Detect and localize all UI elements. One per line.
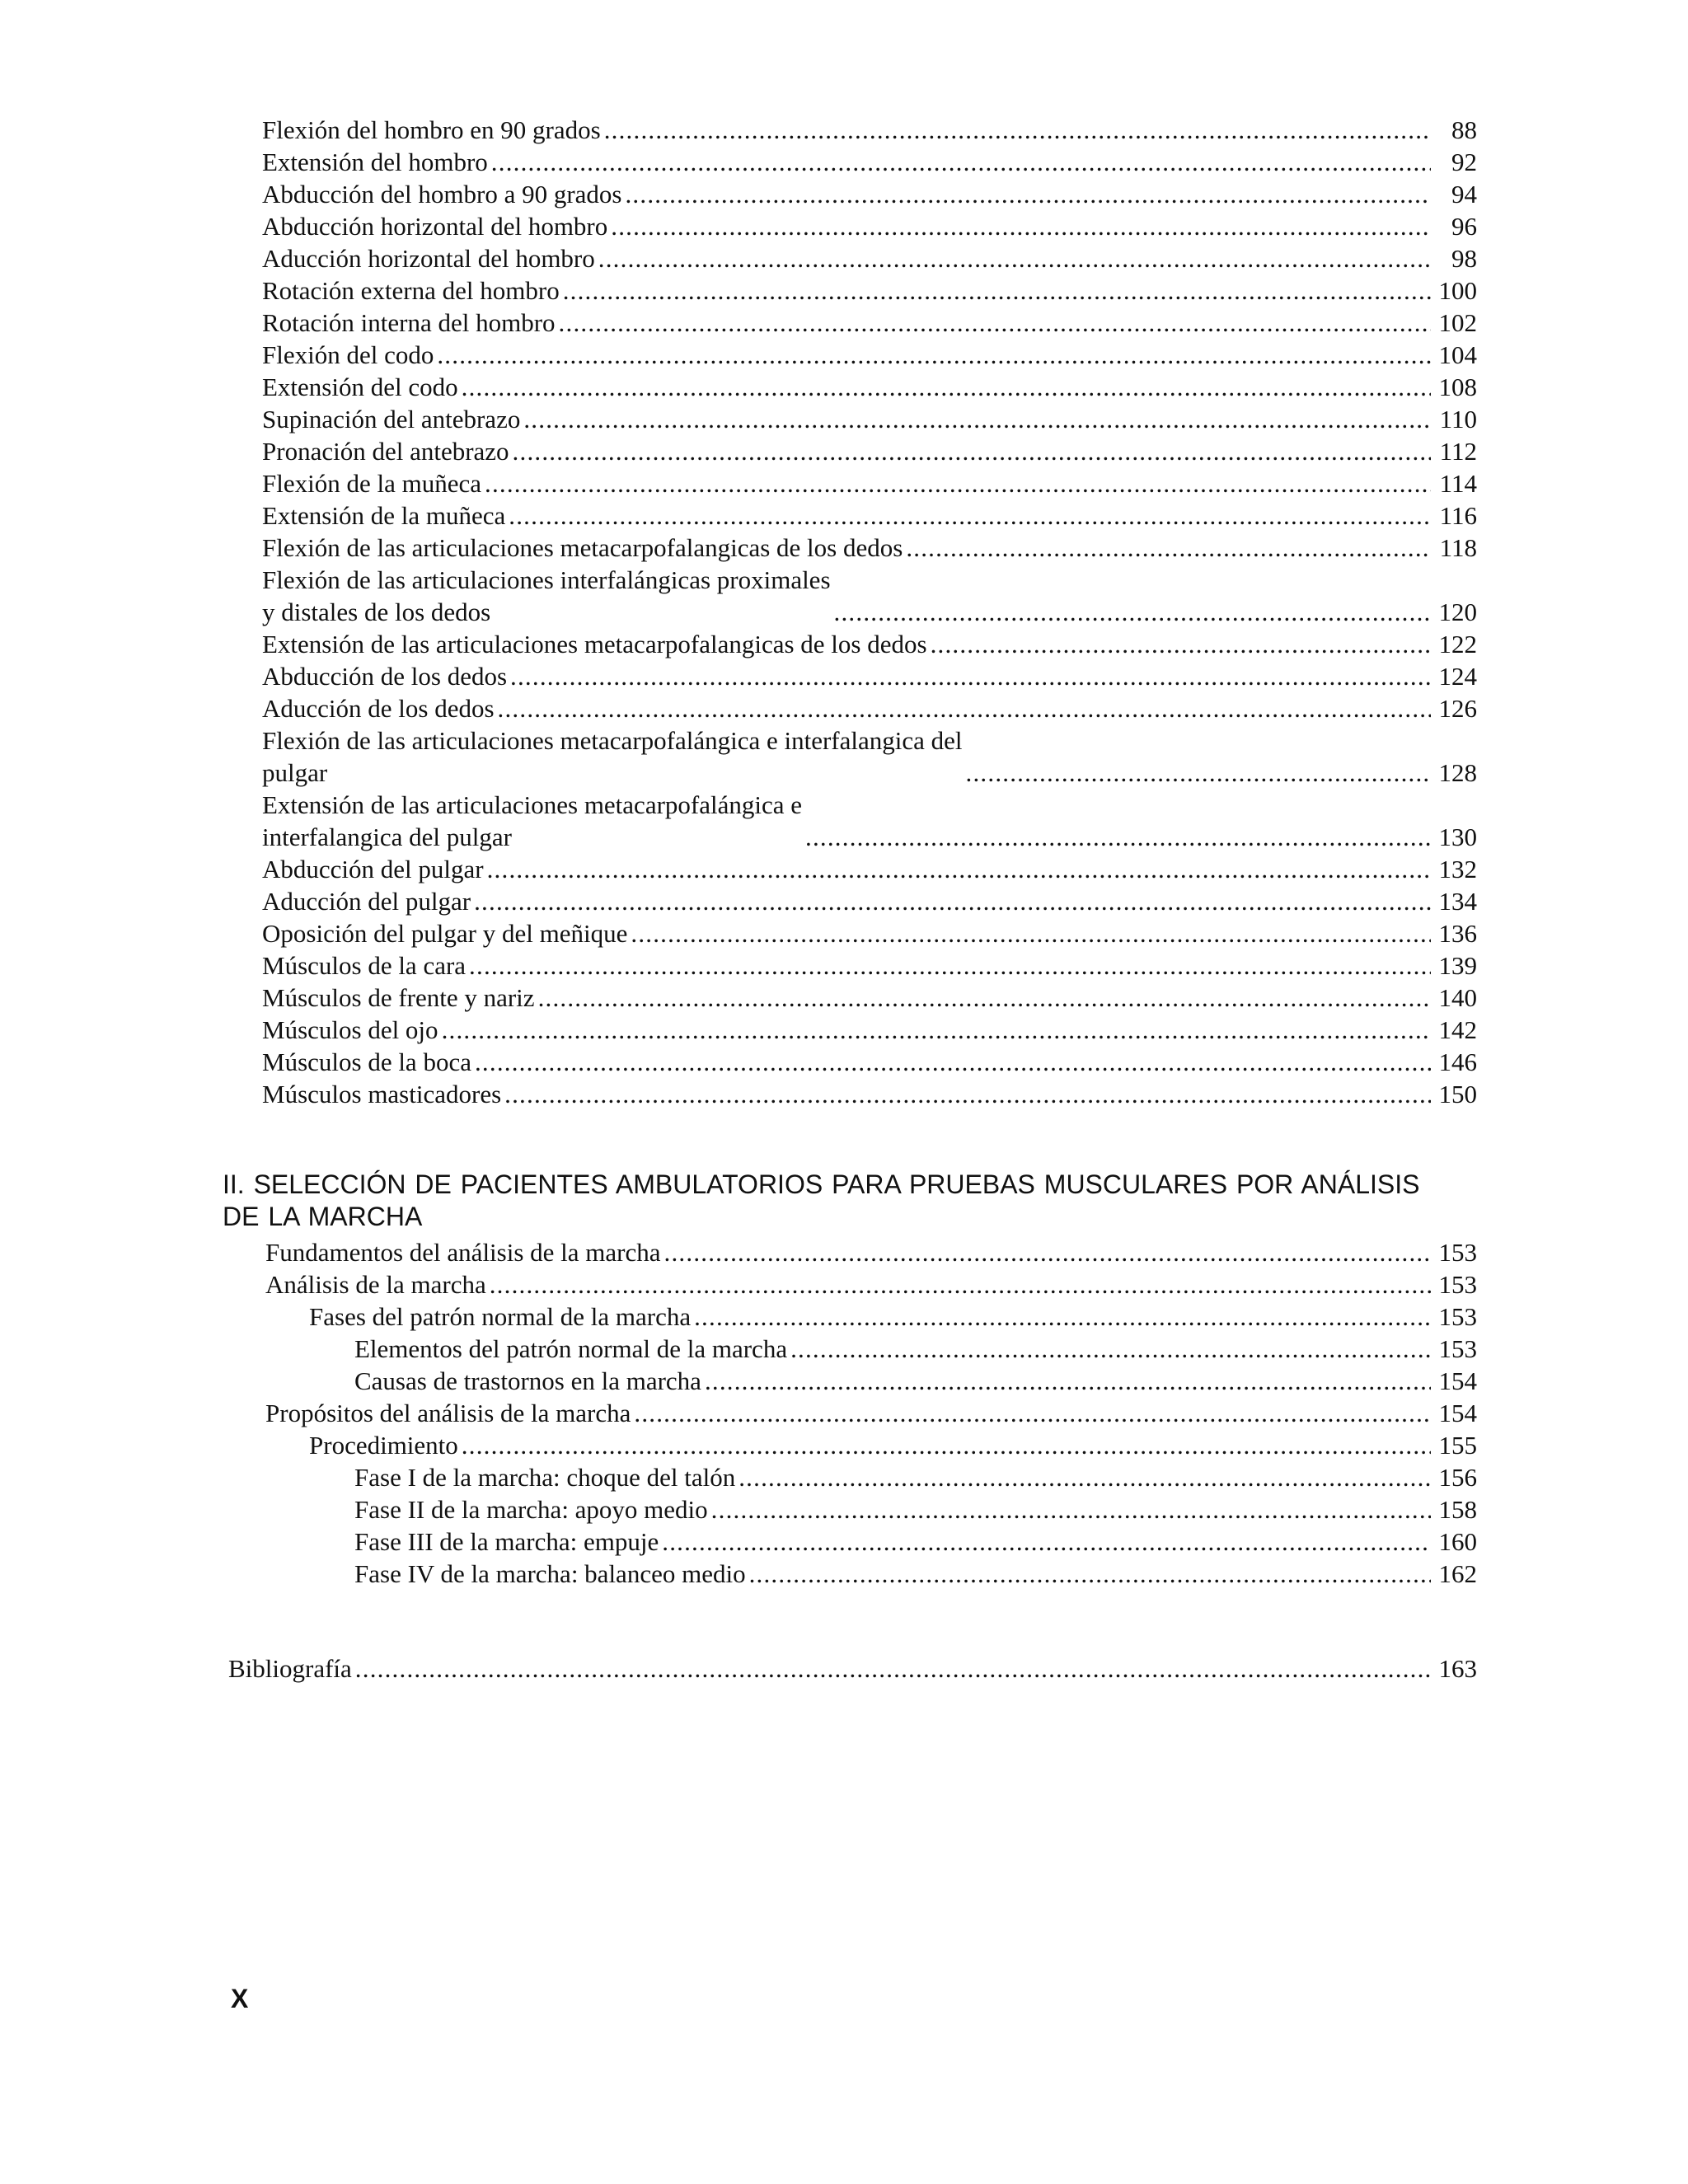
toc-entry-title: Flexión del codo: [262, 340, 434, 369]
dot-leader: [535, 982, 1431, 1014]
toc-entry[interactable]: [0, 532, 1688, 564]
dot-leader: [691, 1301, 1431, 1333]
toc-entry-title: Flexión de las articulaciones metacarpofalangicas de los dedos: [262, 533, 903, 562]
toc-entry-title: Análisis de la marcha: [265, 1270, 486, 1299]
toc-entry-title: Extensión del codo: [262, 373, 458, 401]
dot-leader: [458, 371, 1431, 403]
toc-entry[interactable]: [0, 660, 1688, 692]
toc-entry-title: Músculos del ojo: [262, 1015, 438, 1044]
toc-page-number: 163: [1431, 1652, 1477, 1685]
toc-page-number: 154: [1431, 1397, 1477, 1429]
toc-entry[interactable]: [0, 210, 1688, 242]
dot-leader: [659, 1526, 1431, 1558]
toc-page-number: 140: [1431, 982, 1477, 1014]
dot-leader: [509, 435, 1431, 467]
toc-entry[interactable]: [0, 789, 1688, 853]
toc-entry[interactable]: [0, 724, 1688, 789]
dot-leader: [501, 1078, 1431, 1110]
toc-entry-title: Procedimiento: [309, 1431, 458, 1460]
toc-page-number: 108: [1431, 371, 1477, 403]
toc-entry[interactable]: [0, 917, 1688, 949]
toc-page-number: 156: [1431, 1461, 1477, 1493]
toc-entry-title: Fase I de la marcha: choque del talón: [354, 1463, 736, 1492]
toc-entry-title: Abducción de los dedos: [262, 662, 508, 691]
dot-leader: [471, 885, 1431, 917]
toc-bibliography: [0, 1652, 1688, 1685]
toc-entry[interactable]: [0, 1268, 1688, 1301]
toc-page-number: 112: [1431, 435, 1477, 467]
toc-entry[interactable]: [0, 467, 1688, 499]
toc-page-number: 88: [1431, 114, 1477, 146]
toc-entry-title: Causas de trastornos en la marcha: [354, 1366, 701, 1395]
toc-entry-title: Fase III de la marcha: empuje: [354, 1527, 659, 1556]
toc-entry[interactable]: [0, 692, 1688, 724]
toc-entry-title: Fase II de la marcha: apoyo medio: [354, 1495, 708, 1524]
toc-entry[interactable]: [0, 178, 1688, 210]
toc-page-number: 118: [1431, 532, 1477, 564]
toc-entry-title: Rotación externa del hombro: [262, 276, 560, 305]
toc-entry-title: Músculos de frente y nariz: [262, 983, 535, 1012]
toc-entry[interactable]: [0, 885, 1688, 917]
toc-entry[interactable]: [0, 403, 1688, 435]
toc-entry[interactable]: [0, 114, 1688, 146]
dot-leader: [735, 1461, 1431, 1493]
toc-entry[interactable]: [0, 1397, 1688, 1429]
dot-leader: [927, 628, 1431, 660]
toc-page-number: 110: [1431, 403, 1477, 435]
toc-entry[interactable]: [0, 1493, 1688, 1526]
toc-page-number: 96: [1431, 210, 1477, 242]
toc-entry[interactable]: [0, 371, 1688, 403]
toc-entry[interactable]: [0, 853, 1688, 885]
dot-leader: [631, 1397, 1431, 1429]
dot-leader: [507, 660, 1431, 692]
toc-page-number: 98: [1431, 242, 1477, 274]
dot-leader: [701, 1365, 1431, 1397]
toc-page-number: 154: [1431, 1365, 1477, 1397]
toc-page-number: 146: [1431, 1046, 1477, 1078]
toc-page-number: 102: [1431, 307, 1477, 339]
toc-entry[interactable]: [0, 146, 1688, 178]
dot-leader: [787, 1333, 1431, 1365]
toc-page-number: 100: [1431, 274, 1477, 307]
toc-entry[interactable]: [0, 1301, 1688, 1333]
dot-leader: [434, 339, 1431, 371]
toc-entry-title: Extensión de la muñeca: [262, 501, 506, 530]
toc-entry-title: Elementos del patrón normal de la marcha: [354, 1334, 788, 1363]
toc-page-number: 126: [1431, 692, 1477, 724]
toc-entry[interactable]: [0, 1046, 1688, 1078]
toc-entry-title: Bibliografía: [228, 1654, 352, 1683]
toc-entry-title: Propósitos del análisis de la marcha: [265, 1399, 631, 1427]
toc-entry[interactable]: [0, 1652, 1688, 1685]
toc-entry-title: Extensión del hombro: [262, 148, 488, 176]
toc-entry[interactable]: [0, 499, 1688, 532]
toc-entry[interactable]: [0, 242, 1688, 274]
dot-leader: [486, 1268, 1431, 1301]
toc-page-number: 130: [1431, 821, 1477, 853]
dot-leader: [471, 1046, 1431, 1078]
toc-page-number: 153: [1431, 1236, 1477, 1268]
toc-entry-title: Abducción horizontal del hombro: [262, 212, 608, 241]
toc-page-number: 153: [1431, 1268, 1477, 1301]
dot-leader: [627, 917, 1431, 949]
toc-entry[interactable]: [0, 1333, 1688, 1365]
dot-leader: [466, 949, 1431, 982]
toc-section2: [0, 1236, 1688, 1590]
toc-entry[interactable]: [0, 949, 1688, 982]
toc-page-number: 134: [1431, 885, 1477, 917]
toc-page-number: 153: [1431, 1301, 1477, 1333]
toc-entry-title: Aducción horizontal del hombro: [262, 244, 595, 273]
toc-entry-title: Extensión de las articulaciones metacarpofalangicas de los dedos: [262, 630, 927, 658]
section-heading: II. SELECCIÓN DE PACIENTES AMBULATORIOS PARA PRUEBAS MUSCULARES POR ANÁLISIS DE LA MARCHA: [223, 1169, 1420, 1231]
toc-entry-title: Músculos de la boca: [262, 1047, 471, 1076]
toc-entry-title: Rotación interna del hombro: [262, 308, 556, 337]
toc-entry[interactable]: [0, 1429, 1688, 1461]
toc-entry[interactable]: [0, 982, 1688, 1014]
toc-page-number: 158: [1431, 1493, 1477, 1526]
dot-leader: [802, 821, 1431, 853]
toc-entry-title: Abducción del pulgar: [262, 855, 484, 883]
toc-page-number: 150: [1431, 1078, 1477, 1110]
dot-leader: [556, 307, 1431, 339]
toc-entry[interactable]: [0, 1365, 1688, 1397]
toc-entry-title: Flexión de las articulaciones metacarpofalángica e interfalangica del pulgar: [262, 726, 963, 787]
toc-page-number: 142: [1431, 1014, 1477, 1046]
toc-entry-title: Oposición del pulgar y del meñique: [262, 919, 628, 948]
toc-page-number: 160: [1431, 1526, 1477, 1558]
toc-entry[interactable]: [0, 1461, 1688, 1493]
toc-page-number: 104: [1431, 339, 1477, 371]
dot-leader: [488, 146, 1431, 178]
toc-entry[interactable]: [0, 1558, 1688, 1590]
dot-leader: [746, 1558, 1431, 1590]
toc-entry-title: Fundamentos del análisis de la marcha: [265, 1238, 661, 1267]
toc-entry-title: Músculos de la cara: [262, 951, 467, 980]
dot-leader: [560, 274, 1431, 307]
dot-leader: [621, 178, 1431, 210]
toc-page-number: 136: [1431, 917, 1477, 949]
dot-leader: [458, 1429, 1431, 1461]
dot-leader: [520, 403, 1431, 435]
toc-entry[interactable]: [0, 1236, 1688, 1268]
toc-entry-title: Extensión de las articulaciones metacarpofalángica e interfalangica del pulgar: [262, 790, 802, 851]
dot-leader: [495, 692, 1431, 724]
toc-page-number: 122: [1431, 628, 1477, 660]
toc-page-number: 120: [1431, 596, 1477, 628]
dot-leader: [438, 1014, 1431, 1046]
toc-entry-title: Aducción de los dedos: [262, 694, 495, 723]
dot-leader: [484, 853, 1431, 885]
toc-page-number: 116: [1431, 499, 1477, 532]
dot-leader: [601, 114, 1431, 146]
toc-page-number: 132: [1431, 853, 1477, 885]
toc-entry-title: Pronación del antebrazo: [262, 437, 509, 466]
page-marker: X: [231, 1984, 249, 2013]
dot-leader: [505, 499, 1431, 532]
toc-page-number: 128: [1431, 757, 1477, 789]
toc-page-number: 114: [1431, 467, 1477, 499]
dot-leader: [607, 210, 1431, 242]
toc-entry[interactable]: [0, 274, 1688, 307]
toc-entry-title: Aducción del pulgar: [262, 887, 471, 916]
toc-entry-title: Músculos masticadores: [262, 1080, 502, 1108]
dot-leader: [903, 532, 1431, 564]
toc-entry-title: Supinación del antebrazo: [262, 405, 521, 434]
toc-part1: [0, 114, 1688, 1110]
toc-page-number: 94: [1431, 178, 1477, 210]
toc-page-number: 155: [1431, 1429, 1477, 1461]
toc-entry[interactable]: [0, 564, 1688, 628]
toc-entry-title: Fases del patrón normal de la marcha: [309, 1302, 692, 1331]
toc-entry-title: Abducción del hombro a 90 grados: [262, 180, 622, 209]
toc-page-number: 124: [1431, 660, 1477, 692]
toc-entry[interactable]: [0, 628, 1688, 660]
toc-entry[interactable]: [0, 1526, 1688, 1558]
dot-leader: [831, 596, 1431, 628]
toc-entry[interactable]: [0, 1014, 1688, 1046]
dot-leader: [708, 1493, 1431, 1526]
dot-leader: [661, 1236, 1431, 1268]
toc-page-number: 92: [1431, 146, 1477, 178]
toc-entry[interactable]: [0, 435, 1688, 467]
toc-page-number: 153: [1431, 1333, 1477, 1365]
toc-entry-title: Fase IV de la marcha: balanceo medio: [354, 1559, 746, 1588]
dot-leader: [963, 757, 1431, 789]
dot-leader: [352, 1652, 1431, 1685]
toc-entry-title: Flexión del hombro en 90 grados: [262, 115, 601, 144]
toc-page-number: 139: [1431, 949, 1477, 982]
toc-entry-title: Flexión de la muñeca: [262, 469, 481, 498]
toc-entry[interactable]: [0, 307, 1688, 339]
toc-entry[interactable]: [0, 1078, 1688, 1110]
dot-leader: [595, 242, 1431, 274]
dot-leader: [481, 467, 1431, 499]
toc-page-number: 162: [1431, 1558, 1477, 1590]
toc-entry-title: Flexión de las articulaciones interfalángicas proximales y distales de los dedos: [262, 565, 831, 626]
toc-entry[interactable]: [0, 339, 1688, 371]
